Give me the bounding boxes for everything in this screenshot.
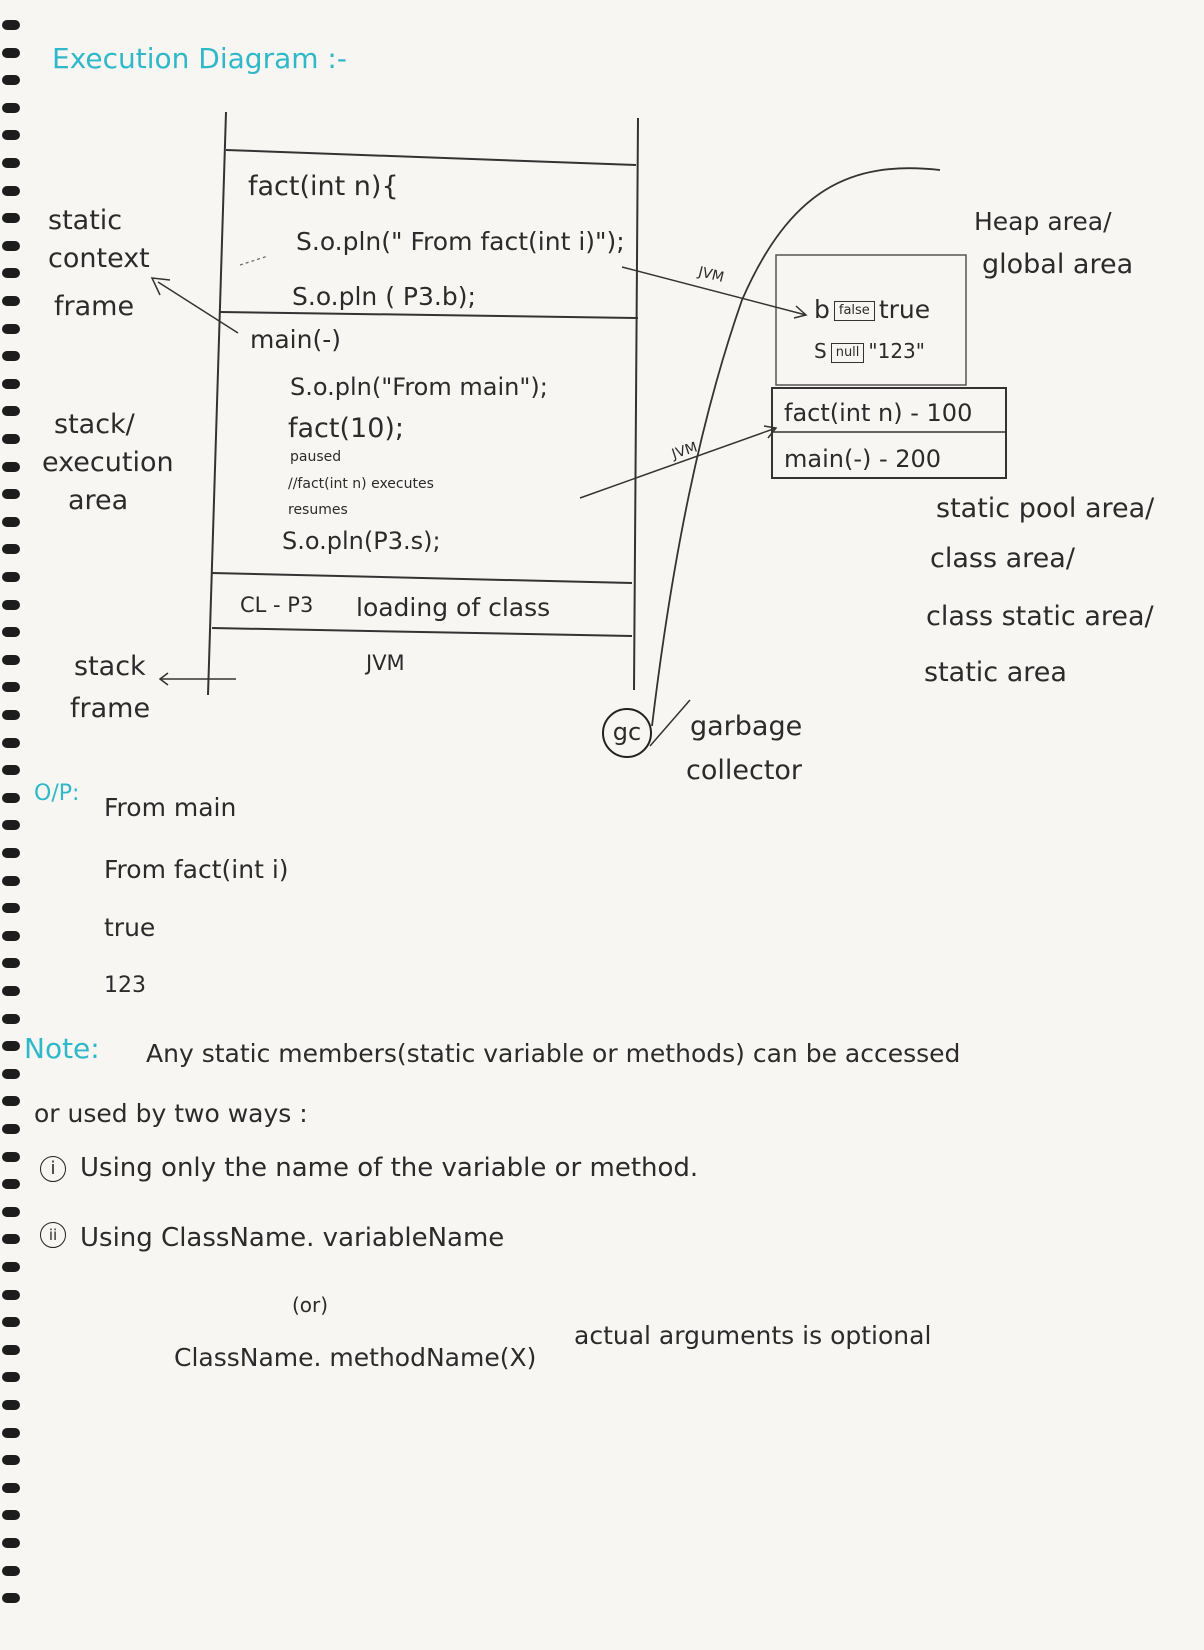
stack-area-label-2: execution <box>42 447 174 478</box>
note-line-2: or used by two ways : <box>34 1099 308 1128</box>
note-method-comment: actual arguments is optional <box>574 1321 932 1350</box>
main-header: main(-) <box>250 325 341 354</box>
stack-area-label-3: area <box>68 485 129 516</box>
item-1-marker: i <box>40 1156 66 1182</box>
note-line-1: Any static members(static variable or methods) can be accessed <box>146 1039 961 1068</box>
heap-b-var: b <box>814 295 830 324</box>
static-pool-title-4: static area <box>924 657 1067 688</box>
heap-b-new-value: true <box>878 295 931 324</box>
note-method-form: ClassName. methodName(X) <box>174 1343 537 1372</box>
fact-line-1: S.o.pln(" From fact(int i)"); <box>296 227 625 256</box>
gc-symbol: gc <box>602 708 652 758</box>
static-pool-title-2: class area/ <box>930 543 1075 574</box>
jvm-arrow-label-2: JVM <box>669 439 700 463</box>
heap-b-old-value: false <box>834 301 875 321</box>
main-line-2: fact(10); <box>288 413 405 444</box>
stack-divider <box>212 628 632 636</box>
heap-title-1: Heap area/ <box>974 207 1112 236</box>
heap-s-var: S <box>814 339 827 363</box>
static-pool-row-1: fact(int n) - 100 <box>784 399 973 427</box>
static-context-label-2: context <box>48 243 150 274</box>
note-label: Note: <box>24 1032 100 1065</box>
executes-note: //fact(int n) executes <box>288 476 434 492</box>
jvm-arrow-static <box>580 428 776 498</box>
stack-frame-label-2: frame <box>70 693 151 724</box>
paused-note: paused <box>290 449 342 465</box>
class-loader: CL - P3 <box>240 593 314 617</box>
static-pool-row-2: main(-) - 200 <box>784 445 942 473</box>
static-context-arrow <box>158 282 238 333</box>
stack-frame-label-1: stack <box>74 651 146 682</box>
fact-header: fact(int n){ <box>248 171 399 202</box>
stack-divider <box>226 150 636 165</box>
output-line-1: From main <box>104 793 237 822</box>
heap-title-2: global area <box>982 249 1134 280</box>
stack-divider <box>220 312 638 318</box>
heap-s-row <box>814 340 925 363</box>
fact-line-2: S.o.pln ( P3.b); <box>292 282 476 311</box>
item-2-marker: ii <box>40 1222 66 1248</box>
main-line-3: S.o.pln(P3.s); <box>282 527 441 555</box>
heap-s-new-value: "123" <box>868 339 925 363</box>
stack-right-border <box>634 118 638 690</box>
output-line-3: true <box>104 913 156 942</box>
gc-label-1: garbage <box>690 711 803 742</box>
output-line-4: 123 <box>104 973 146 998</box>
stack-divider <box>212 573 632 583</box>
static-context-label-3: frame <box>54 291 135 322</box>
stack-area-label-1: stack/ <box>54 409 135 440</box>
stack-left-border <box>208 112 226 695</box>
gc-label-2: collector <box>686 755 803 786</box>
output-line-2: From fact(int i) <box>104 855 289 884</box>
static-pool-title-1: static pool area/ <box>936 493 1155 524</box>
note-item-1: Using only the name of the variable or method. <box>80 1153 699 1183</box>
resumes-note: resumes <box>288 502 348 518</box>
heap-b-row <box>814 296 930 324</box>
main-line-1: S.o.pln("From main"); <box>290 373 548 401</box>
static-context-label-1: static <box>48 205 123 236</box>
output-label: O/P: <box>34 781 80 806</box>
note-or: (or) <box>292 1293 329 1317</box>
jvm-arrow-label-1: JVM <box>696 264 726 286</box>
heap-s-old-value: null <box>831 343 865 363</box>
static-pool-title-3: class static area/ <box>926 601 1154 632</box>
jvm-footer: JVM <box>366 651 405 675</box>
page-title: Execution Diagram :- <box>52 42 347 75</box>
loading-of-class: loading of class <box>356 593 551 622</box>
note-item-2: Using ClassName. variableName <box>80 1223 505 1253</box>
